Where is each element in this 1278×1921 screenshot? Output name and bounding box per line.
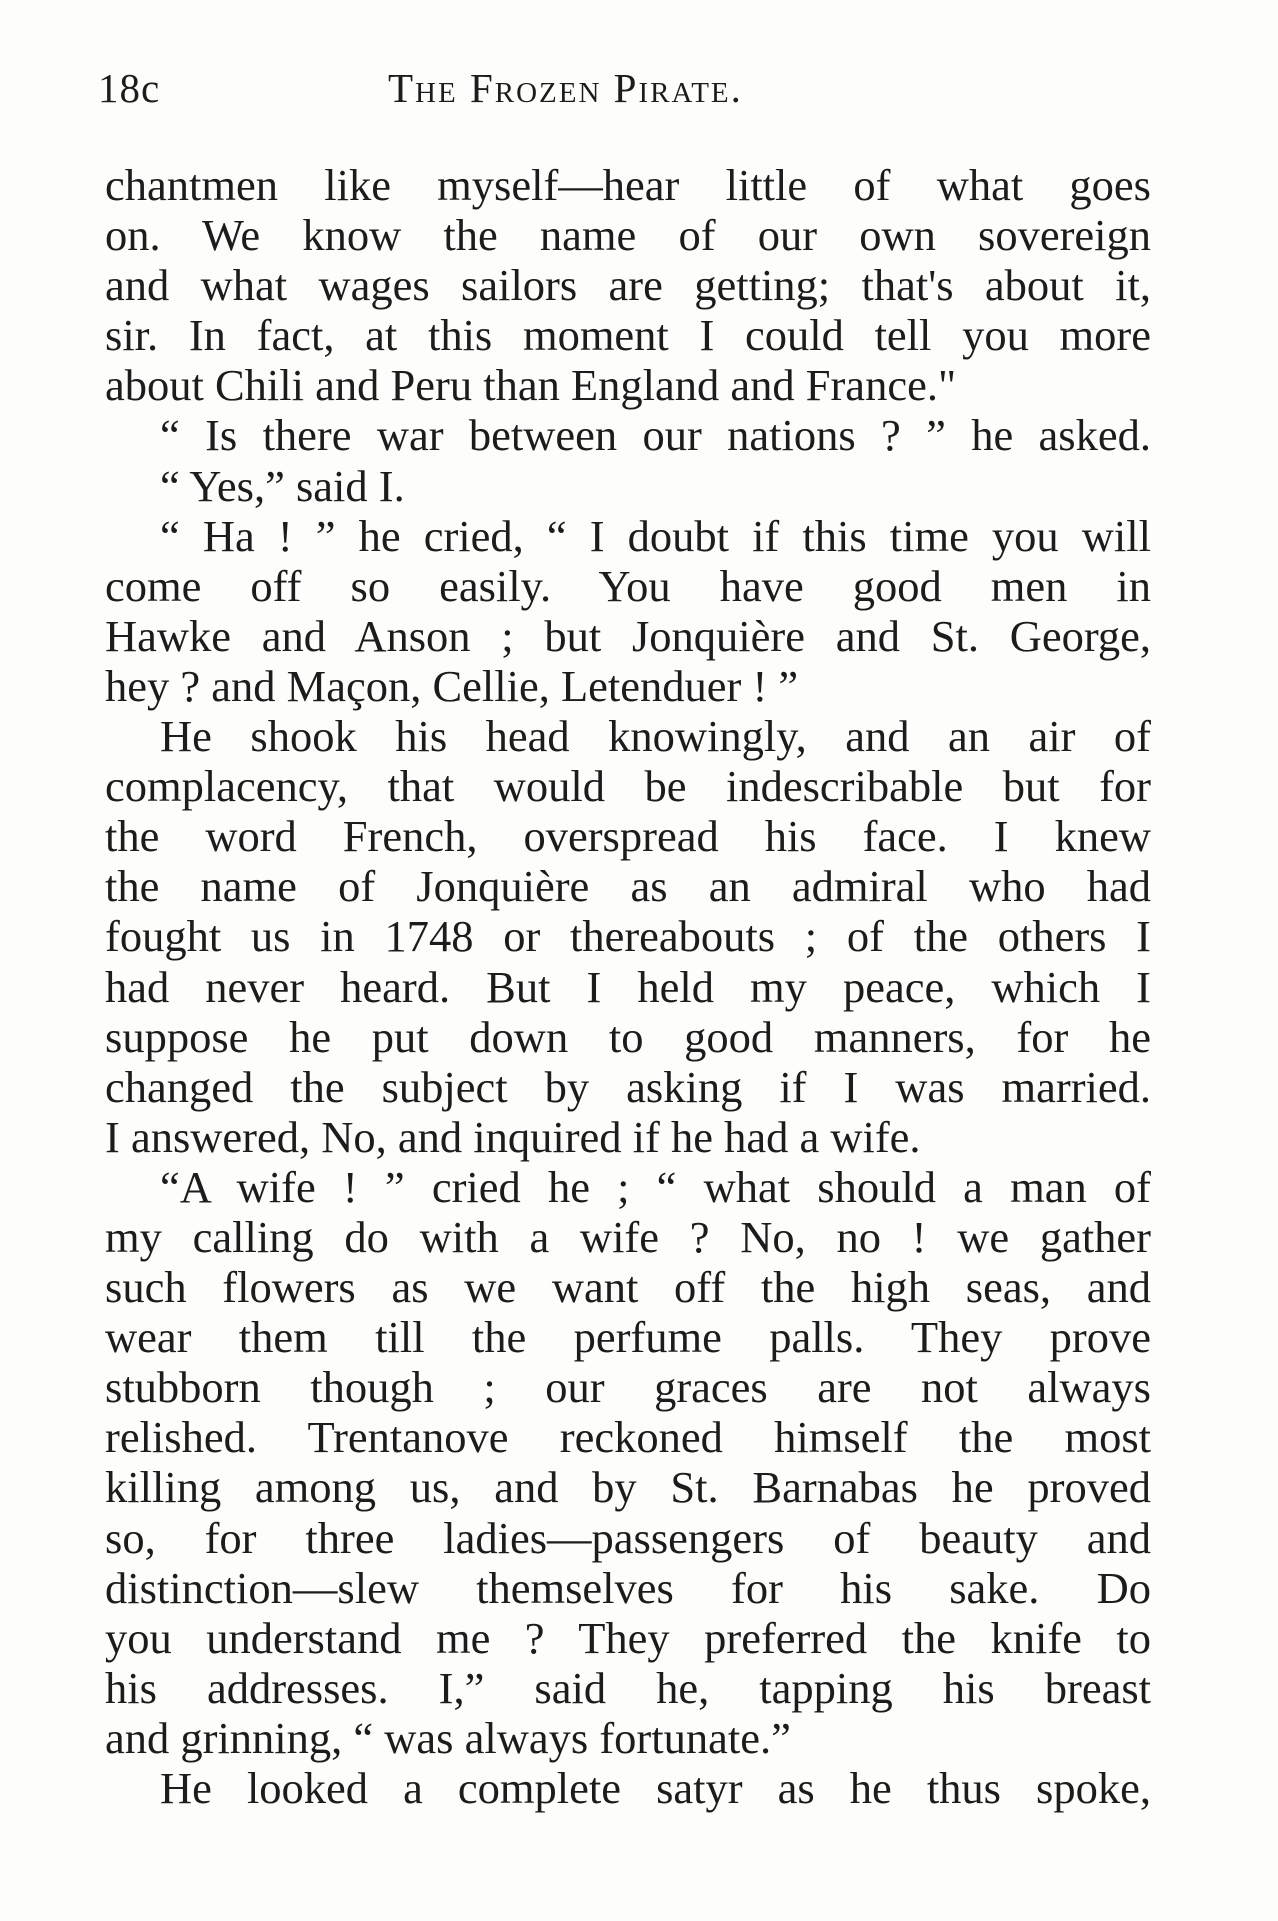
text-line: He looked a complete satyr as he thus spoke,: [160, 1763, 1151, 1813]
text-line: and what wages sailors are getting; that's about it,: [105, 260, 1151, 311]
text-line: the word French, overspread his face. I knew: [105, 811, 1151, 862]
text-line: hey ? and Maçon, Cellie, Letenduer ! ”: [105, 660, 799, 711]
text-line: you understand me ? They preferred the knife to: [105, 1612, 1151, 1663]
text-line: changed the subject by asking if I was married.: [105, 1061, 1151, 1112]
text-line: suppose he put down to good manners, for he: [105, 1011, 1151, 1062]
running-head: [98, 58, 1148, 118]
text-line: about Chili and Peru than England and France.": [105, 360, 957, 411]
running-title: The Frozen Pirate.: [388, 65, 743, 111]
text-line: chantmen like myself—hear little of what goes: [105, 160, 1151, 210]
text-line: my calling do with a wife ? No, no ! we gather: [105, 1211, 1151, 1262]
body-text: [105, 160, 1151, 1813]
text-line: “ Ha ! ” he cried, “ I doubt if this time you will: [160, 510, 1151, 561]
text-line: so, for three ladies—passengers of beauty and: [105, 1512, 1151, 1563]
text-line: distinction—slew themselves for his sake. Do: [105, 1562, 1151, 1613]
text-line: sir. In fact, at this moment I could tell you more: [105, 310, 1151, 361]
page-number: 18c: [98, 65, 161, 111]
text-line: relished. Trentanove reckoned himself the most: [105, 1412, 1151, 1463]
text-line: stubborn though ; our graces are not always: [105, 1362, 1151, 1413]
text-line: wear them till the perfume palls. They prove: [105, 1312, 1151, 1363]
text-line: had never heard. But I held my peace, which I: [105, 961, 1151, 1012]
text-line: the name of Jonquière as an admiral who had: [105, 861, 1151, 912]
text-line: “ Is there war between our nations ? ” he asked.: [160, 410, 1151, 461]
text-line: He shook his head knowingly, and an air of: [160, 711, 1151, 762]
text-line: and grinning, “ was always fortunate.”: [105, 1712, 791, 1763]
text-line: killing among us, and by St. Barnabas he proved: [105, 1462, 1151, 1513]
text-line: “ Yes,” said I.: [160, 460, 405, 511]
text-line: complacency, that would be indescribable but for: [105, 761, 1151, 812]
text-line: come off so easily. You have good men in: [105, 560, 1151, 611]
text-line: “A wife ! ” cried he ; “ what should a man of: [160, 1161, 1151, 1212]
text-line: I answered, No, and inquired if he had a wife.: [105, 1111, 921, 1162]
text-line: Hawke and Anson ; but Jonquière and St. George,: [105, 610, 1151, 661]
text-line: fought us in 1748 or thereabouts ; of the others I: [105, 911, 1151, 962]
text-line: such flowers as we want off the high seas, and: [105, 1262, 1151, 1313]
text-line: on. We know the name of our own sovereign: [105, 210, 1151, 261]
text-line: his addresses. I,” said he, tapping his breast: [105, 1662, 1151, 1713]
